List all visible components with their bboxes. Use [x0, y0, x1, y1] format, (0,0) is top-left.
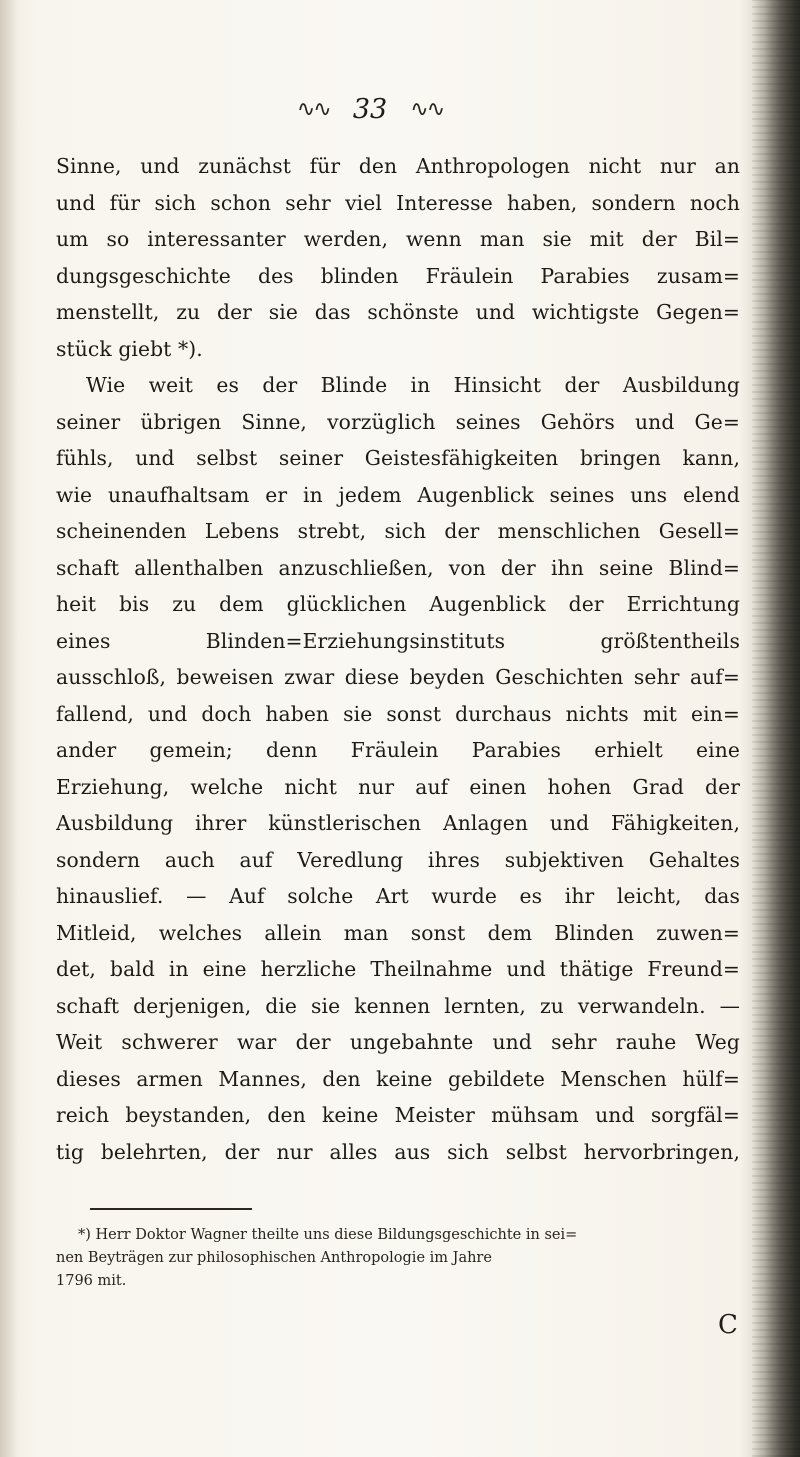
- page-header: [0, 94, 740, 125]
- main-text-block: [56, 148, 740, 1170]
- text-line: stück giebt *).: [56, 336, 203, 361]
- page-number: 33: [352, 94, 388, 125]
- text-line: hinauslief. — Auf solche Art wurde es ihr leicht, das: [56, 884, 740, 908]
- text-line: tig belehrten, der nur alles aus sich selbst hervorbringen,: [56, 1139, 740, 1164]
- signature-mark: C: [718, 1310, 738, 1340]
- text-line: det, bald in eine herzliche Theilnahme und thätige Freund=: [56, 957, 740, 981]
- footnote: [56, 1224, 740, 1293]
- text-line: und für sich schon sehr viel Interesse haben, sondern noch: [56, 190, 740, 215]
- page-left-shadow: [0, 0, 18, 1457]
- text-line: fühls, und selbst seiner Geistesfähigkeiten bringen kann,: [56, 446, 740, 470]
- text-line: ander gemein; denn Fräulein Parabies erhielt eine: [56, 738, 740, 762]
- text-line: scheinenden Lebens strebt, sich der menschlichen Gesell=: [56, 519, 740, 543]
- text-line: Weit schwerer war der ungebahnte und sehr rauhe Weg: [56, 1030, 740, 1054]
- text-line: Sinne, und zunächst für den Anthropologen nicht nur an: [56, 154, 740, 178]
- text-line: um so interessanter werden, wenn man sie mit der Bil=: [56, 227, 740, 251]
- footnote-line: 1796 mit.: [56, 1273, 127, 1289]
- footnote-line: *) Herr Doktor Wagner theilte uns diese Bildungsgeschichte in sei=: [78, 1227, 578, 1243]
- text-line: seiner übrigen Sinne, vorzüglich seines Gehörs und Ge=: [56, 409, 740, 434]
- text-line: dieses armen Mannes, den keine gebildete Menschen hülf=: [56, 1066, 740, 1091]
- text-line: heit bis zu dem glücklichen Augenblick der Errichtung: [56, 592, 740, 616]
- header-ornament-right: ∿∿: [410, 97, 444, 122]
- footnote-separator: [90, 1208, 252, 1210]
- text-line: eines Blinden=Erziehungsinstituts größtentheils: [56, 628, 740, 653]
- text-line: ausschloß, beweisen zwar diese beyden Geschichten sehr auf=: [56, 665, 740, 689]
- text-line: Mitleid, welches allein man sonst dem Blinden zuwen=: [56, 920, 740, 945]
- text-line: menstellt, zu der sie das schönste und wichtigste Gegen=: [56, 300, 740, 324]
- text-line: schaft allenthalben anzuschließen, von der ihn seine Blind=: [56, 555, 740, 580]
- text-line: schaft derjenigen, die sie kennen lernten, zu verwandeln. —: [56, 993, 740, 1018]
- text-line: Wie weit es der Blinde in Hinsicht der Ausbildung: [86, 373, 740, 397]
- footnote-line: nen Beyträgen zur philosophischen Anthropologie im Jahre: [56, 1250, 492, 1266]
- text-line: fallend, und doch haben sie sonst durchaus nichts mit ein=: [56, 701, 740, 726]
- text-line: wie unaufhaltsam er in jedem Augenblick seines uns elend: [56, 482, 740, 507]
- text-line: sondern auch auf Veredlung ihres subjektiven Gehaltes: [56, 847, 740, 872]
- header-ornament-left: ∿∿: [296, 97, 330, 122]
- text-line: Erziehung, welche nicht nur auf einen hohen Grad der: [56, 774, 740, 799]
- text-line: reich beystanden, den keine Meister mühsam und sorgfäl=: [56, 1103, 740, 1127]
- page-right-edge: [752, 0, 800, 1457]
- text-line: dungsgeschichte des blinden Fräulein Parabies zusam=: [56, 263, 740, 288]
- text-line: Ausbildung ihrer künstlerischen Anlagen und Fähigkeiten,: [56, 811, 740, 835]
